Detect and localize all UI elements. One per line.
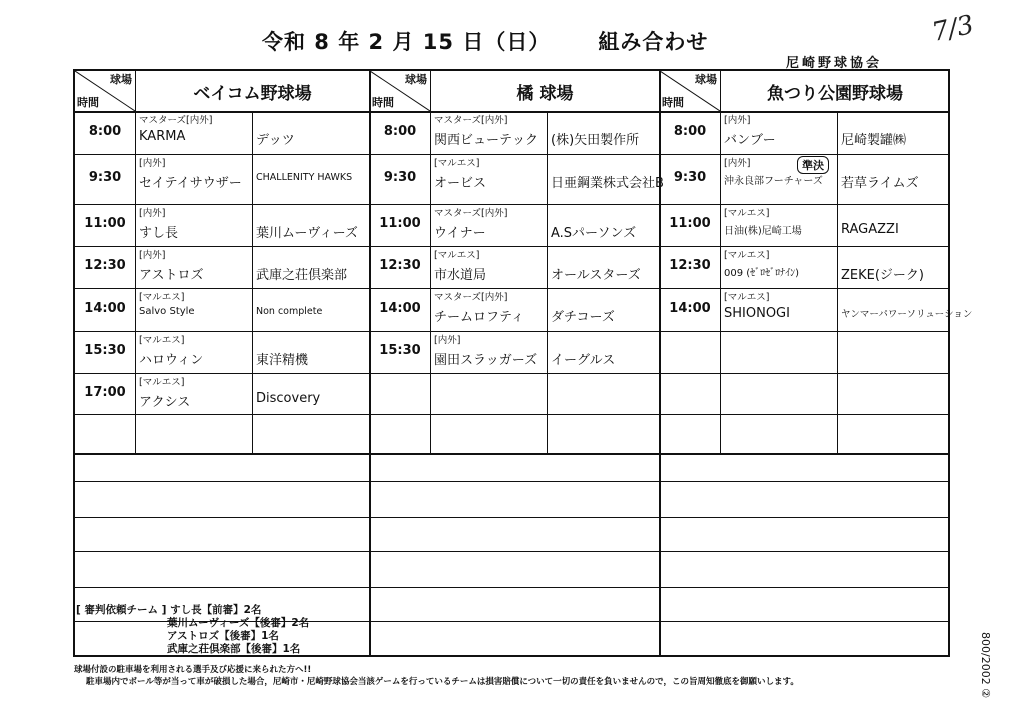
umpire-label: [ 審判依頼チーム ] bbox=[76, 604, 167, 616]
home-team: オービス bbox=[434, 176, 487, 191]
parking-notice bbox=[74, 664, 799, 688]
away-team: ZEKE(ジーク) bbox=[841, 268, 925, 283]
away-team: 東洋精機 bbox=[256, 353, 309, 368]
division-tag: [内外] bbox=[434, 335, 461, 346]
division-tag: [マルエス] bbox=[139, 335, 185, 346]
time-column-divider bbox=[430, 71, 431, 453]
home-team: 市水道局 bbox=[434, 268, 487, 283]
division-tag: [マルエス] bbox=[724, 250, 770, 261]
row-divider bbox=[75, 414, 948, 415]
date-text: 令和 8 年 2 月 15 日（日） bbox=[262, 30, 551, 54]
corner-header bbox=[370, 71, 430, 111]
home-team: Salvo Style bbox=[139, 306, 195, 317]
time-slot: 17:00 bbox=[84, 384, 126, 400]
away-team: ヤンマーパワーソリューション bbox=[841, 309, 973, 320]
time-slot: 11:00 bbox=[379, 216, 421, 231]
time-slot: 15:30 bbox=[84, 343, 126, 358]
page-title bbox=[262, 26, 708, 56]
blank-row-line bbox=[75, 587, 948, 588]
division-tag: マスターズ[内外] bbox=[434, 115, 508, 126]
blank-row-line bbox=[75, 517, 948, 518]
home-team: ハロウィン bbox=[139, 353, 204, 368]
division-tag: マスターズ[内外] bbox=[139, 115, 213, 126]
away-team: 若草ライムズ bbox=[841, 176, 919, 191]
time-slot: 12:30 bbox=[669, 258, 711, 273]
away-team: 武庫之荘倶楽部 bbox=[256, 268, 348, 283]
away-team: 尼崎製罐㈱ bbox=[841, 133, 907, 148]
away-team: デッツ bbox=[256, 133, 295, 148]
row-divider bbox=[75, 204, 948, 205]
division-tag: [内外] bbox=[724, 115, 751, 126]
document-serial: 800/2002 ② bbox=[979, 632, 992, 699]
away-team: Non complete bbox=[256, 306, 323, 317]
corner-header bbox=[75, 71, 135, 111]
semifinal-badge: 準決 bbox=[797, 156, 829, 174]
notice-line: 駐車場内でボール等が当って車が破損した場合，尼崎市・尼崎野球協会当該ゲームを行っているチームは損害賠償について一切の責任を負いませんので，この旨周知徹底を御願いします。 bbox=[86, 677, 799, 687]
time-slot: 11:00 bbox=[669, 216, 711, 231]
time-column-divider bbox=[720, 71, 721, 453]
time-slot: 9:30 bbox=[383, 170, 417, 185]
corner-field-label: 球場 bbox=[110, 73, 132, 86]
division-tag: [内外] bbox=[139, 208, 166, 219]
corner-header bbox=[660, 71, 720, 111]
home-team: セイテイサウザー bbox=[139, 176, 242, 191]
umpire-line: 葉川ムーヴィーズ【後審】2名 bbox=[167, 617, 310, 629]
corner-field-label: 球場 bbox=[405, 73, 427, 86]
time-slot: 14:00 bbox=[84, 300, 126, 316]
division-tag: [内外] bbox=[139, 250, 166, 261]
association-name: 尼崎野球協会 bbox=[786, 56, 883, 71]
time-slot: 9:30 bbox=[673, 170, 707, 185]
umpire-line: アストロズ【後審】1名 bbox=[167, 630, 279, 642]
corner-time-label: 時間 bbox=[77, 96, 99, 109]
division-tag: [マルエス] bbox=[434, 158, 480, 169]
time-slot: 11:00 bbox=[84, 216, 126, 231]
row-divider bbox=[75, 154, 948, 155]
time-slot: 12:30 bbox=[379, 258, 421, 273]
away-team: オールスターズ bbox=[551, 268, 641, 283]
home-team: 園田スラッガーズ bbox=[434, 353, 538, 368]
blank-row-line bbox=[75, 481, 948, 482]
team-column-divider bbox=[837, 111, 838, 453]
away-team: ダチコーズ bbox=[551, 310, 615, 325]
home-team: バンブー bbox=[724, 133, 776, 148]
field-divider bbox=[659, 71, 661, 655]
handwritten-mark: 7/3 bbox=[929, 9, 977, 49]
corner-time-label: 時間 bbox=[662, 96, 684, 109]
team-column-divider bbox=[252, 111, 253, 453]
away-team: CHALLENITY HAWKS bbox=[256, 172, 353, 183]
field-name: 魚つり公園野球場 bbox=[767, 84, 903, 104]
umpire-request bbox=[76, 604, 309, 656]
field-divider bbox=[369, 71, 371, 655]
time-slot: 8:00 bbox=[383, 123, 417, 139]
division-tag: [マルエス] bbox=[139, 377, 185, 388]
home-team: アクシス bbox=[139, 395, 191, 410]
division-tag: マスターズ[内外] bbox=[434, 208, 508, 219]
home-team: アストロズ bbox=[139, 268, 204, 283]
division-tag: [マルエス] bbox=[139, 292, 185, 303]
row-divider bbox=[75, 331, 948, 332]
row-divider bbox=[75, 288, 948, 289]
away-team: 葉川ムーヴィーズ bbox=[256, 226, 358, 241]
time-column-divider bbox=[135, 71, 136, 453]
grid-bottom-divider bbox=[75, 453, 948, 455]
team-column-divider bbox=[547, 111, 548, 453]
time-slot: 9:30 bbox=[88, 170, 122, 185]
away-team: Discovery bbox=[256, 391, 321, 406]
umpire-line: 武庫之荘倶楽部【後審】1名 bbox=[167, 643, 301, 655]
field-name: 橘 球場 bbox=[516, 84, 574, 104]
home-team: KARMA bbox=[139, 129, 186, 144]
time-slot: 8:00 bbox=[88, 123, 122, 139]
notice-line: 球場付設の駐車場を利用される選手及び応援に来られた方へ!! bbox=[74, 665, 312, 675]
division-tag: [マルエス] bbox=[724, 292, 770, 303]
away-team: 日亜鋼業株式会社B bbox=[551, 176, 664, 191]
home-team: チームロフティ bbox=[434, 310, 524, 325]
division-tag: マスターズ[内外] bbox=[434, 292, 508, 303]
division-tag: [マルエス] bbox=[434, 250, 480, 261]
time-slot: 15:30 bbox=[379, 343, 421, 358]
division-tag: [内外] bbox=[724, 158, 751, 169]
blank-row-line bbox=[75, 551, 948, 552]
home-team: 関西ビューテック bbox=[434, 133, 539, 148]
away-team: A.Sパーソンズ bbox=[551, 226, 637, 241]
division-tag: [内外] bbox=[139, 158, 166, 169]
home-team: 日油(株)尼崎工場 bbox=[724, 226, 802, 237]
home-team: すし長 bbox=[139, 226, 179, 241]
division-tag: [マルエス] bbox=[724, 208, 770, 219]
schedule-table bbox=[73, 69, 973, 657]
field-name: ベイコム野球場 bbox=[193, 84, 312, 104]
home-team: SHIONOGI bbox=[724, 306, 790, 321]
row-divider bbox=[75, 373, 948, 374]
corner-time-label: 時間 bbox=[372, 96, 394, 109]
time-slot: 12:30 bbox=[84, 258, 126, 273]
time-slot: 8:00 bbox=[673, 123, 707, 139]
title-text: 組み合わせ bbox=[598, 30, 709, 54]
away-team: RAGAZZI bbox=[841, 222, 899, 237]
away-team: イーグルス bbox=[551, 353, 616, 368]
home-team: 009 (ｾﾞﾛｾﾞﾛﾅｲﾝ) bbox=[724, 268, 800, 279]
home-team: ウイナー bbox=[434, 226, 486, 241]
away-team: (株)矢田製作所 bbox=[551, 133, 640, 148]
umpire-line: すし長【前審】2名 bbox=[170, 604, 262, 616]
home-team: 沖永良部フーチャーズ bbox=[724, 176, 823, 187]
time-slot: 14:00 bbox=[379, 300, 421, 316]
corner-field-label: 球場 bbox=[695, 73, 717, 86]
time-slot: 14:00 bbox=[669, 300, 711, 316]
row-divider bbox=[75, 246, 948, 247]
